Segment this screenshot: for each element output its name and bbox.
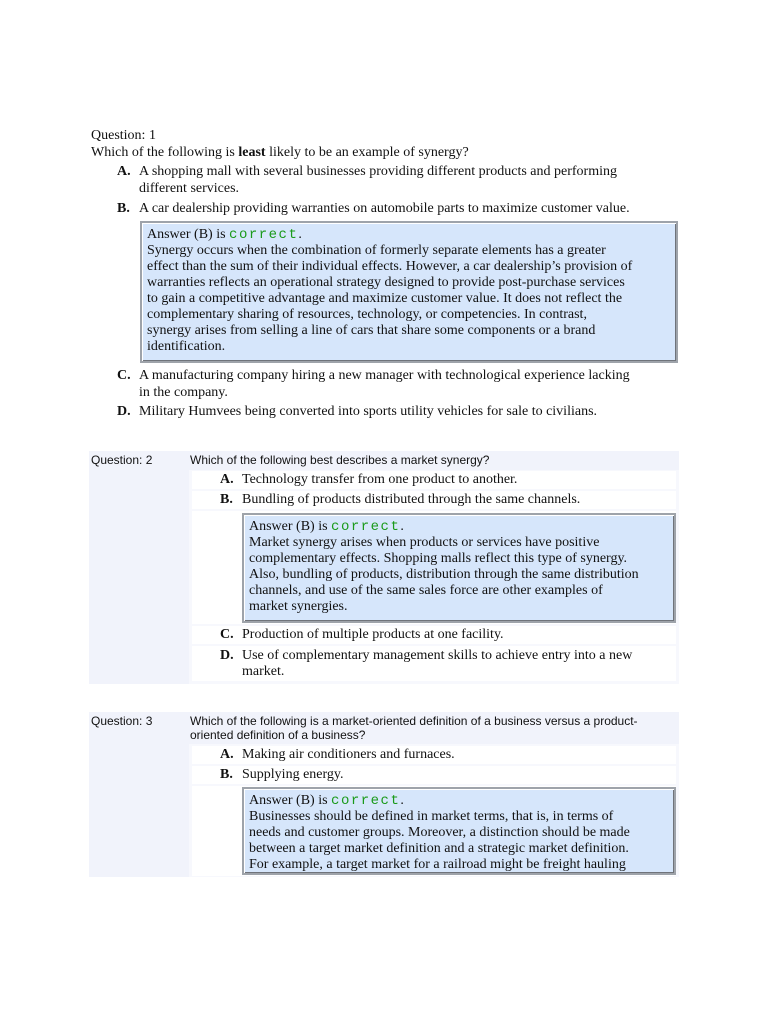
question-3-label: Question: 3 bbox=[91, 714, 153, 728]
q3-option-b[interactable] bbox=[220, 767, 670, 784]
q1-option-b-line1: A car dealership providing warranties on automobile parts to maximize customer value. bbox=[139, 201, 630, 216]
q3-option-b-line1: Supplying energy. bbox=[242, 767, 344, 782]
q2-option-a[interactable] bbox=[220, 472, 670, 489]
q1-option-d-letter: D. bbox=[117, 404, 131, 419]
question-2-text: Which of the following best describes a market synergy? bbox=[190, 453, 490, 467]
q1-option-a-letter: A. bbox=[117, 164, 131, 179]
q2-option-a-line1: Technology transfer from one product to another. bbox=[242, 472, 518, 487]
q2-option-c-letter: C. bbox=[220, 627, 234, 642]
q1-answer-prefix: Answer (B) is bbox=[147, 227, 230, 242]
q3-option-b-letter: B. bbox=[220, 767, 233, 782]
q1-option-a[interactable] bbox=[117, 164, 677, 198]
q1-answer-verdict bbox=[147, 227, 671, 243]
question-1-text-post: likely to be an example of synergy? bbox=[265, 145, 469, 160]
q2-answer-verdict bbox=[249, 519, 669, 535]
q1-option-c-line2: in the company. bbox=[139, 385, 228, 400]
q2-answer-explanation bbox=[242, 513, 676, 623]
q2-option-d-letter: D. bbox=[220, 648, 234, 663]
q3-answer-explanation bbox=[242, 787, 676, 875]
q3-answer-correct: correct bbox=[331, 793, 401, 809]
q1-answer-period: . bbox=[298, 227, 302, 242]
q3-answer-prefix: Answer (B) is bbox=[249, 793, 332, 808]
q1-answer-line-4: to gain a competitive advantage and maximize customer value. It does not reflect the bbox=[147, 291, 623, 306]
q1-option-a-line1: A shopping mall with several businesses providing different products and performing bbox=[139, 164, 617, 179]
q2-option-b-letter: B. bbox=[220, 492, 233, 507]
question-1-text-pre: Which of the following is bbox=[91, 145, 239, 160]
question-1-label: Question: 1 bbox=[91, 128, 156, 143]
q2-option-a-letter: A. bbox=[220, 472, 234, 487]
question-1-text-bold: least bbox=[238, 145, 266, 160]
q1-option-d-line1: Military Humvees being converted into sports utility vehicles for sale to civilians. bbox=[139, 404, 598, 419]
q3-option-a-letter: A. bbox=[220, 747, 234, 762]
q2-option-b-line1: Bundling of products distributed through the same channels. bbox=[242, 492, 581, 507]
q1-option-c[interactable] bbox=[117, 368, 677, 402]
q1-option-b[interactable] bbox=[117, 201, 677, 218]
q2-answer-line-1: Market synergy arises when products or services have positive bbox=[249, 535, 600, 550]
q1-answer-explanation bbox=[140, 221, 678, 363]
q1-answer-correct: correct bbox=[229, 227, 299, 243]
q1-option-b-letter: B. bbox=[117, 201, 130, 216]
q2-answer-line-3: Also, bundling of products, distribution through the same distribution bbox=[249, 567, 639, 582]
q2-answer-period: . bbox=[400, 519, 404, 534]
q3-answer-period: . bbox=[400, 793, 404, 808]
q3-answer-verdict bbox=[249, 793, 669, 809]
question-3-text-line1: Which of the following is a market-oriented definition of a business versus a product- bbox=[190, 714, 638, 728]
q2-option-c-line1: Production of multiple products at one facility. bbox=[242, 627, 504, 642]
q2-answer-prefix: Answer (B) is bbox=[249, 519, 332, 534]
question-3-text-line2: oriented definition of a business? bbox=[190, 728, 366, 742]
q1-option-a-line2: different services. bbox=[139, 181, 240, 196]
q1-answer-line-1: Synergy occurs when the combination of formerly separate elements has a greater bbox=[147, 243, 606, 258]
q2-option-d-line2: market. bbox=[242, 664, 285, 679]
q1-option-d[interactable] bbox=[117, 404, 677, 421]
q3-answer-line-2: needs and customer groups. Moreover, a distinction should be made bbox=[249, 825, 630, 840]
q3-answer-line-3: between a target market definition and a strategic market definition. bbox=[249, 841, 629, 856]
q2-option-c[interactable] bbox=[220, 627, 670, 644]
q2-option-b[interactable] bbox=[220, 492, 670, 509]
q3-option-a-line1: Making air conditioners and furnaces. bbox=[242, 747, 455, 762]
q2-answer-line-4: channels, and use of the same sales force are other examples of bbox=[249, 583, 603, 598]
question-1-text bbox=[91, 145, 469, 161]
q2-answer-line-5: market synergies. bbox=[249, 599, 348, 614]
q2-answer-line-2: complementary effects. Shopping malls reflect this type of synergy. bbox=[249, 551, 628, 566]
q1-option-c-line1: A manufacturing company hiring a new manager with technological experience lacking bbox=[139, 368, 630, 383]
q2-answer-correct: correct bbox=[331, 519, 401, 535]
q1-answer-line-3: warranties reflects an operational strategy designed to provide post-purchase services bbox=[147, 275, 625, 290]
q2-option-d-line1: Use of complementary management skills to achieve entry into a new bbox=[242, 648, 633, 663]
q1-answer-line-5: complementary sharing of resources, technology, or competencies. In contrast, bbox=[147, 307, 587, 322]
question-2-label: Question: 2 bbox=[91, 453, 153, 467]
q1-answer-line-6: synergy arises from selling a line of cars that share some components or a brand bbox=[147, 323, 596, 338]
q1-answer-line-7: identification. bbox=[147, 339, 226, 354]
q1-option-c-letter: C. bbox=[117, 368, 131, 383]
q3-option-a[interactable] bbox=[220, 747, 670, 764]
q1-answer-line-2: effect than the sum of their individual effects. However, a car dealership’s provision of bbox=[147, 259, 633, 274]
q3-answer-line-1: Businesses should be defined in market terms, that is, in terms of bbox=[249, 809, 614, 824]
q2-option-d[interactable] bbox=[220, 648, 670, 682]
q3-answer-line-4: For example, a target market for a railroad might be freight hauling bbox=[249, 857, 626, 872]
